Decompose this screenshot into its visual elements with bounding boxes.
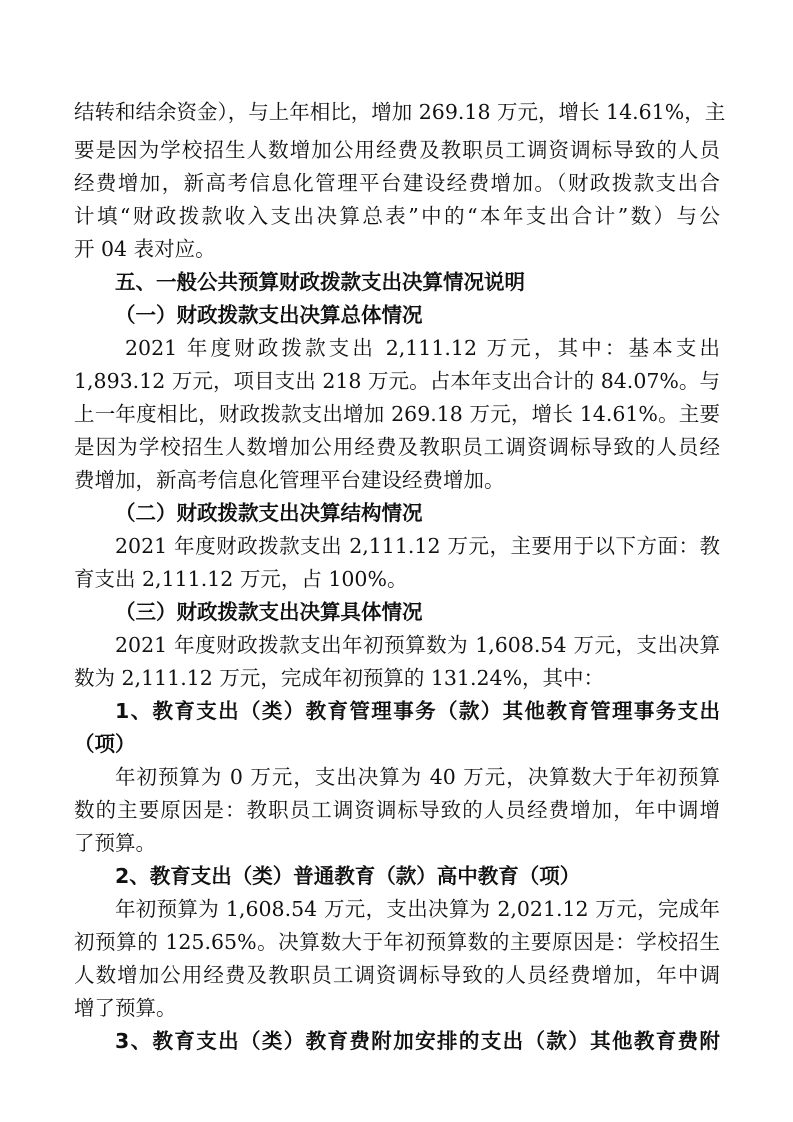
body-line-15: 年初预算为 0 万元，支出决算为 40 万元，决算数大于年初预算 [115,765,720,789]
item-heading-1-cont: （项） [74,732,136,756]
body-line-21: 增了预算。 [74,996,177,1020]
body-line-2: 要是因为学校招生人数增加公用经费及教职员工调资调标导致的人员 [74,138,720,162]
body-line-10: 费增加，新高考信息化管理平台建设经费增加。 [74,468,505,492]
body-line-6: 2021 年度财政拨款支出 2,111.12 万元，其中：基本支出 [125,336,720,360]
body-line-4: 计填“财政拨款收入支出决算总表”中的“本年支出合计”数）与公 [74,204,720,228]
body-line-13: 2021 年度财政拨款支出年初预算数为 1,608.54 万元，支出决算 [115,633,720,657]
subsection-heading-3: （三）财政拨款支出决算具体情况 [115,600,423,624]
body-line-3: 经费增加，新高考信息化管理平台建设经费增加。（财政拨款支出合 [74,171,720,195]
item-heading-2: 2、教育支出（类）普通教育（款）高中教育（项） [115,864,581,888]
body-line-12: 育支出 2,111.12 万元，占 100%。 [74,567,408,591]
section-heading-5: 五、一般公共预算财政拨款支出决算情况说明 [115,270,525,294]
subsection-heading-1: （一）财政拨款支出决算总体情况 [115,303,423,327]
body-line-17: 了预算。 [74,831,156,855]
body-line-8: 上一年度相比，财政拨款支出增加 269.18 万元，增长 14.61%。主要 [74,402,720,426]
subsection-heading-2: （二）财政拨款支出决算结构情况 [115,501,423,525]
item-heading-3: 3、教育支出（类）教育费附加安排的支出（款）其他教育费附 [115,1029,720,1053]
body-line-20: 人数增加公用经费及教职员工调资调标导致的人员经费增加，年中调 [74,963,720,987]
body-line-5: 开 04 表对应。 [74,237,216,261]
body-line-11: 2021 年度财政拨款支出 2,111.12 万元，主要用于以下方面：教 [115,534,720,558]
item-heading-1: 1、教育支出（类）教育管理事务（款）其他教育管理事务支出 [115,699,720,723]
body-line-18: 年初预算为 1,608.54 万元，支出决算为 2,021.12 万元，完成年 [115,897,720,921]
body-line-9: 是因为学校招生人数增加公用经费及教职员工调资调标导致的人员经 [74,435,720,459]
body-line-19: 初预算的 125.65%。决算数大于年初预算数的主要原因是：学校招生 [74,930,720,954]
body-line-1: 结转和结余资金），与上年相比，增加 269.18 万元，增长 14.61%，主 [74,100,726,124]
body-line-16: 数的主要原因是：教职员工调资调标导致的人员经费增加，年中调增 [74,798,720,822]
body-line-14: 数为 2,111.12 万元，完成年初预算的 131.24%，其中： [74,666,605,690]
body-line-7: 1,893.12 万元，项目支出 218 万元。占本年支出合计的 84.07%。与 [74,369,720,393]
